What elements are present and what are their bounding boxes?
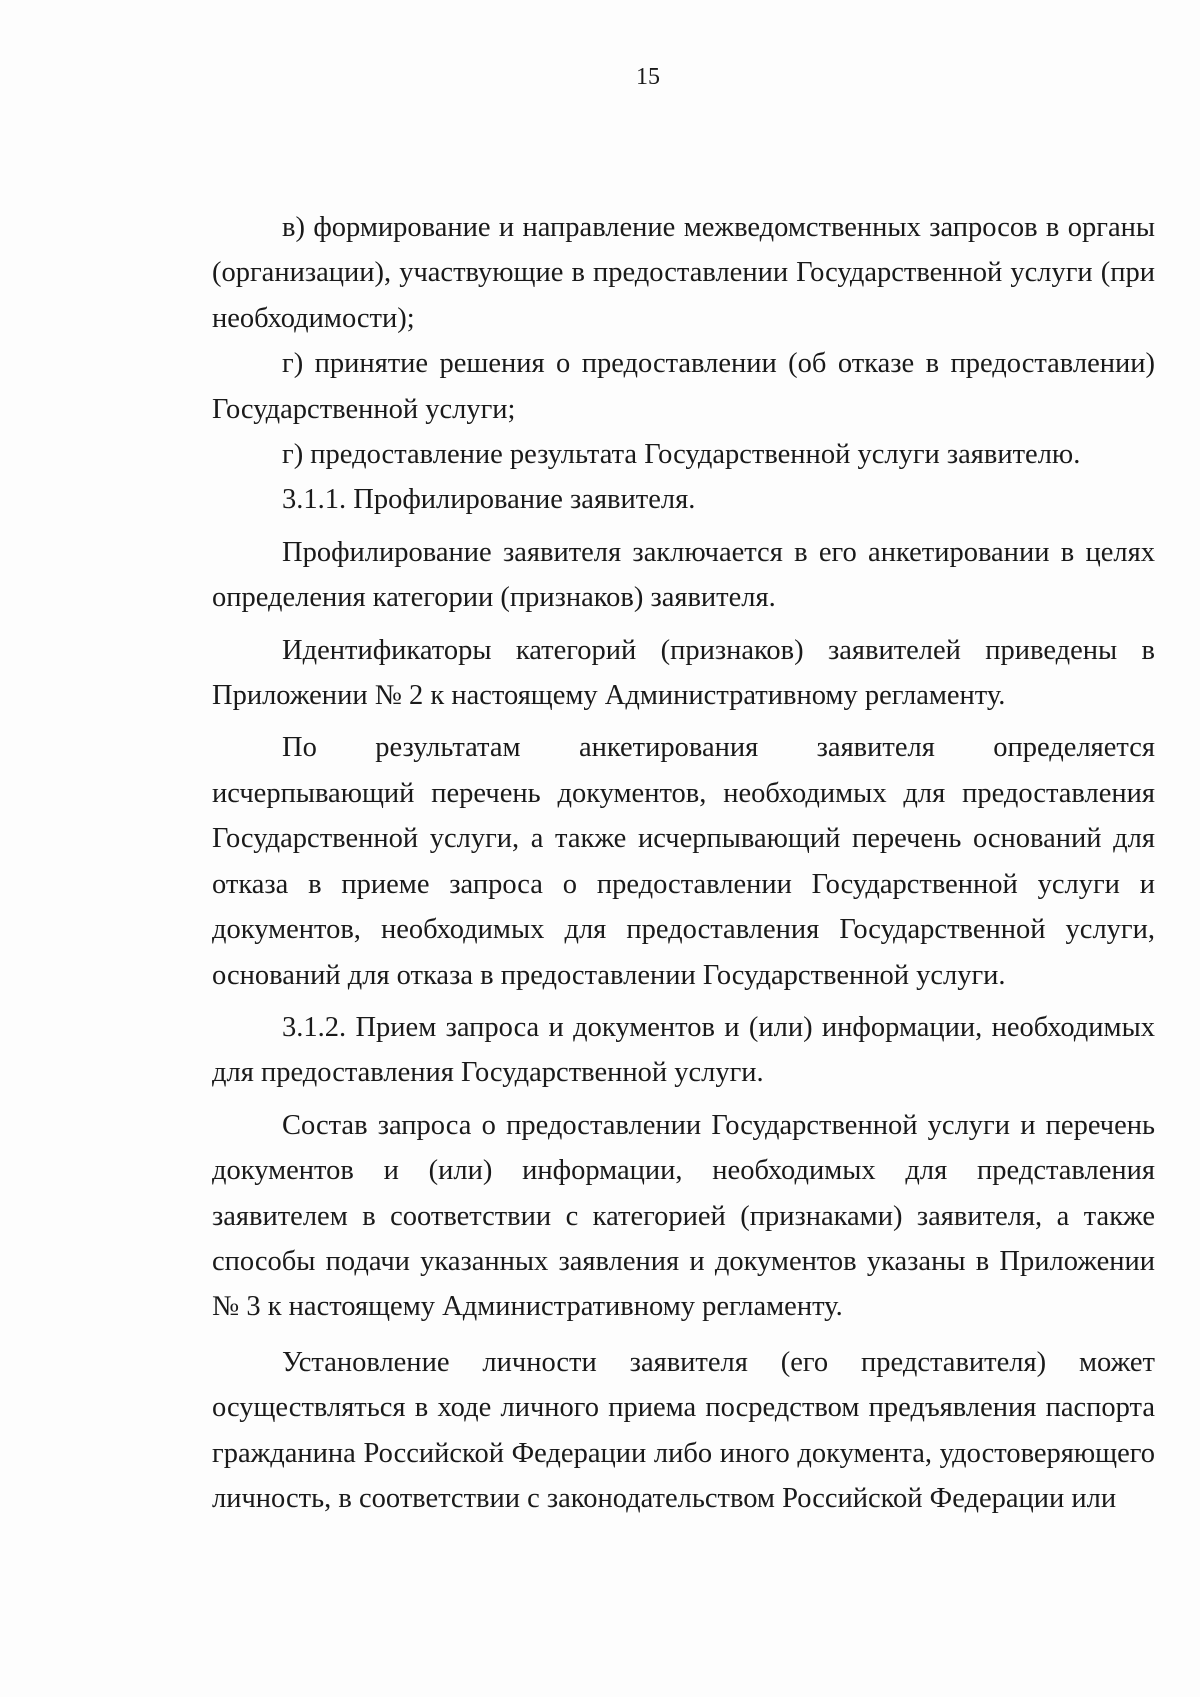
paragraph-survey-results: По результатам анкетирования заявителя определяется исчерпывающий перечень документов, необходимых для предоставления Государственной услуги, а также исчерпывающий перечень оснований для отказа в приеме запроса о предоставлении Государственной услуги и документов, необходимых для предоставления Государственной услуги, оснований для отказа в предоставлении Государственной услуги. [212,732,1155,991]
paragraph-request-composition: Состав запроса о предоставлении Государственной услуги и перечень документов и (или) информации, необходимых для представления заявителем в соответствии с категорией (признаками) заявителя, а также способы подачи указанных заявления и документов указаны в Приложении № 3 к настоящему Административному регламенту. [212,1109,1155,1323]
paragraph-step-g-decision: г) принятие решения о предоставлении (об отказе в предоставлении) Государственной услуги; [212,348,1155,425]
paragraph-identifiers: Идентификаторы категорий (признаков) заявителей приведены в Приложении № 2 к настоящему Административному регламенту. [212,634,1155,712]
paragraph-identity-verification: Установление личности заявителя (его представителя) может осуществляться в ходе личного приема посредством предъявления паспорта гражданина Российской Федерации либо иного документа, удостоверяющего личность, в соответствии с законодательством Российской Федерации или [212,1346,1155,1514]
paragraph-step-v: в) формирование и направление межведомственных запросов в органы (организации), участвующие в предоставлении Государственной услуги (при необходимости); [212,212,1155,334]
paragraph-step-g-result: г) предоставление результата Государственной услуги заявителю. [282,439,1081,471]
page-number: 15 [636,64,660,90]
section-heading-3-1-1: 3.1.1. Профилирование заявителя. [282,484,696,516]
section-heading-3-1-2: 3.1.2. Прием запроса и документов и (или) информации, необходимых для предоставления Государственной услуги. [212,1011,1155,1089]
document-body [212,205,1155,1521]
paragraph-profiling: Профилирование заявителя заключается в его анкетировании в целях определения категории (признаков) заявителя. [212,536,1155,614]
